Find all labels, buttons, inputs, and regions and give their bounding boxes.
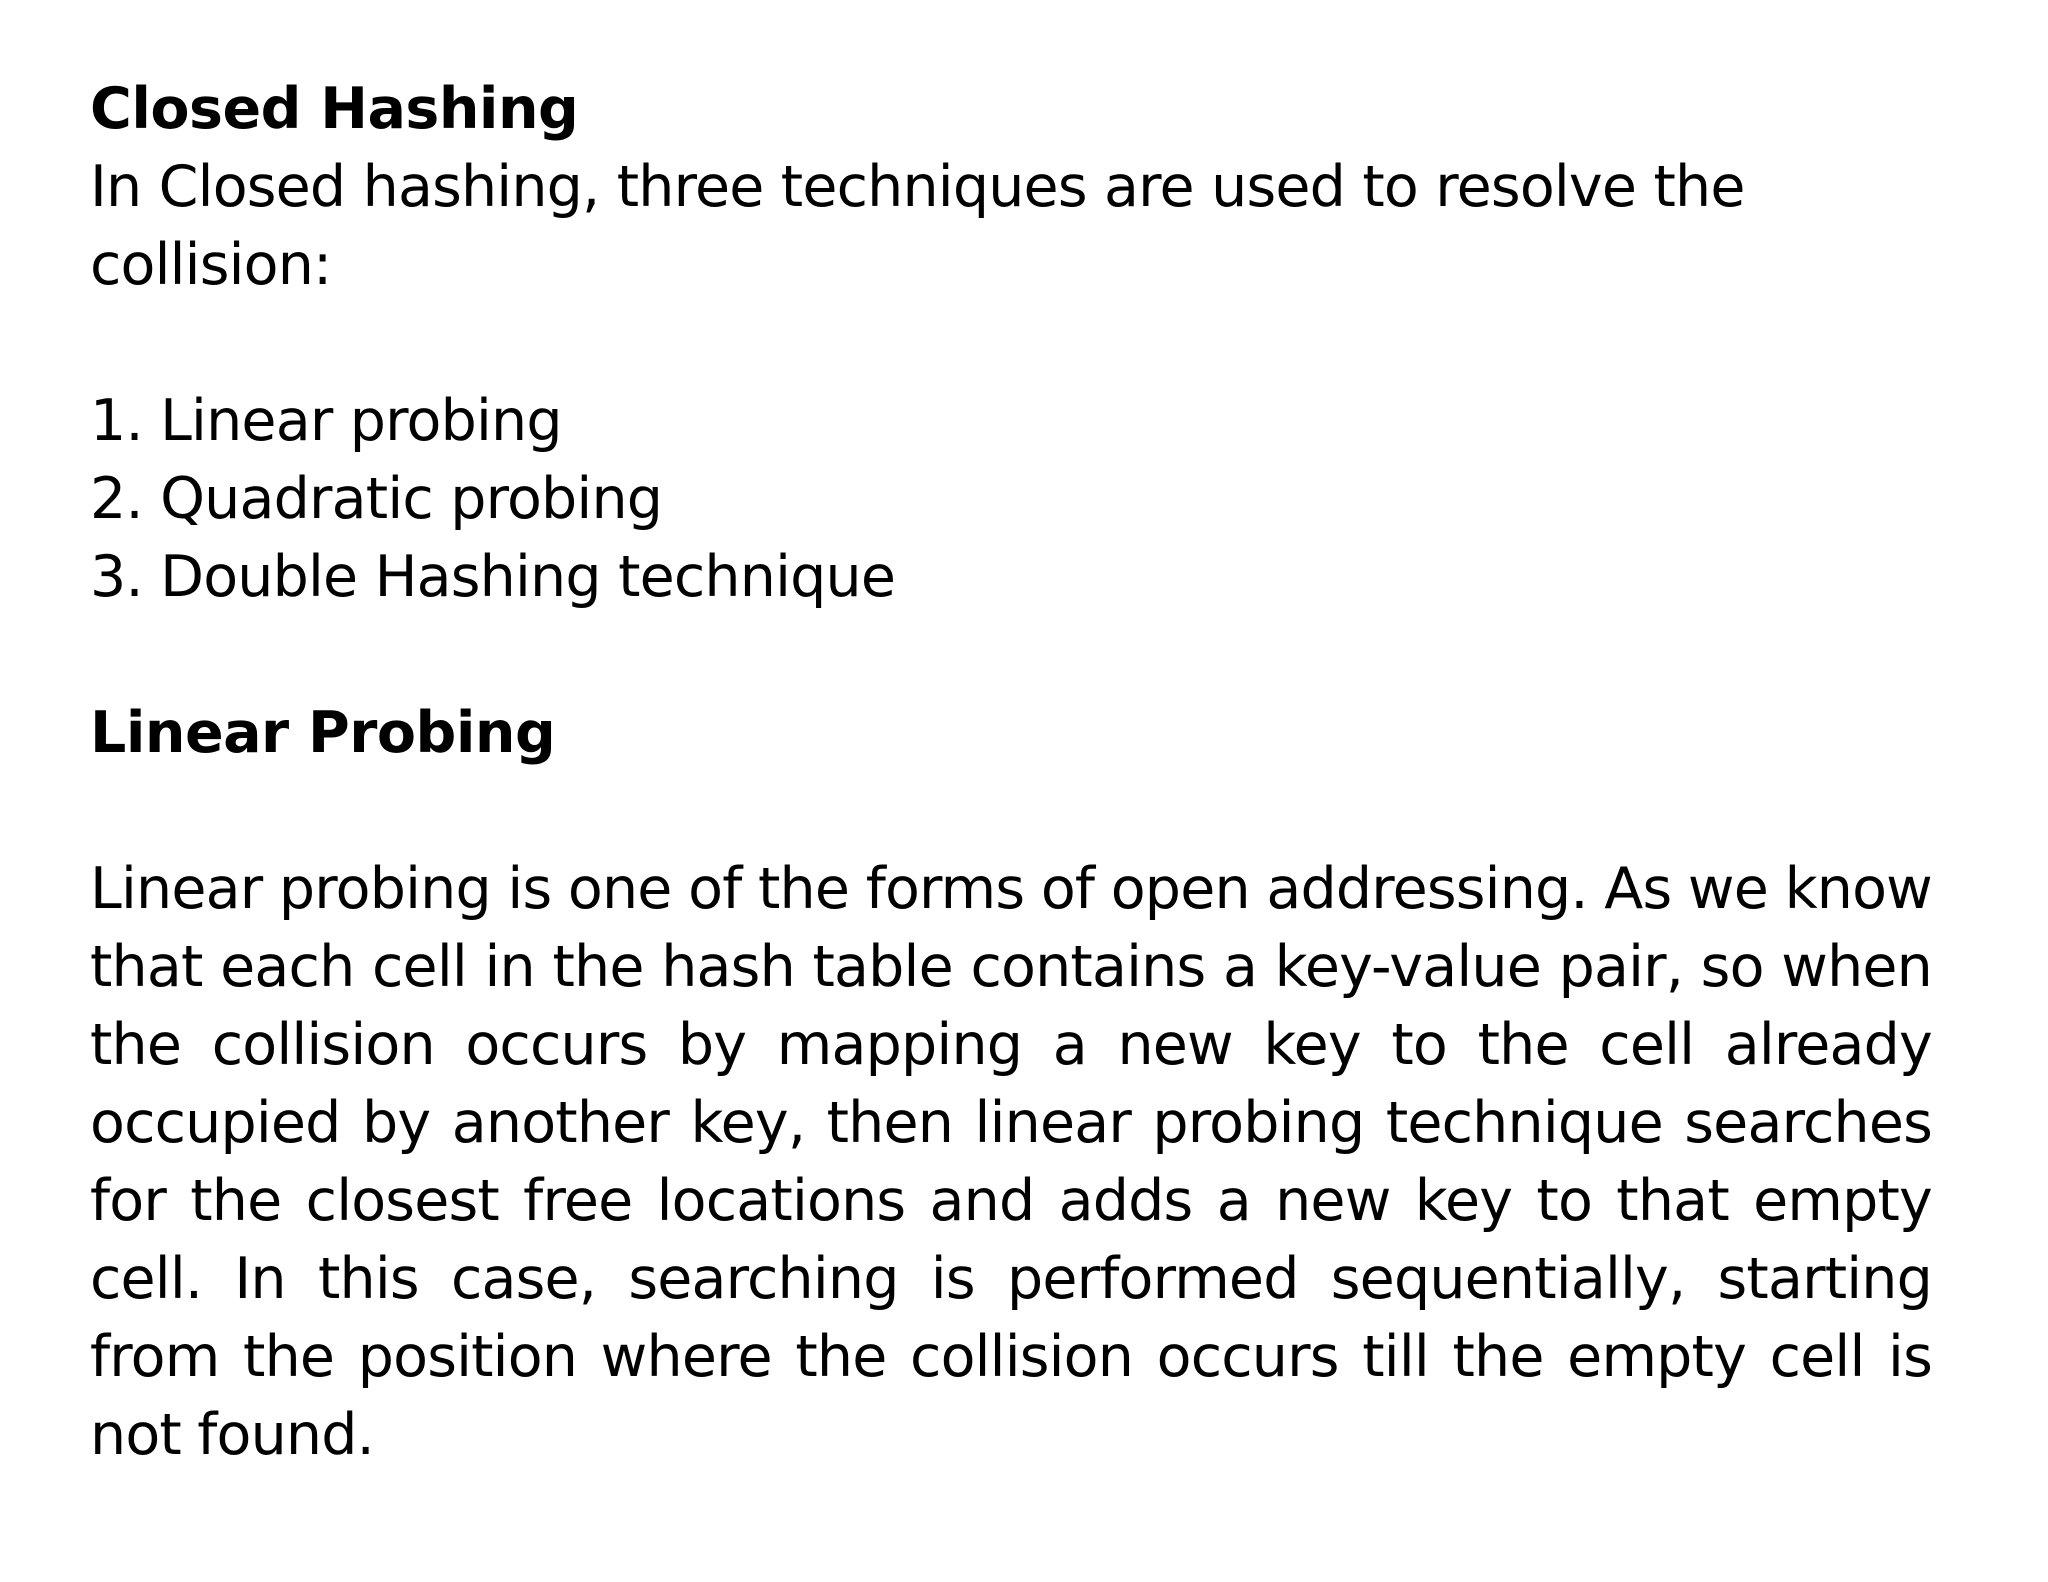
list-item-linear-probing: 1. Linear probing	[90, 388, 562, 454]
list-item-quadratic-probing: 2. Quadratic probing	[90, 466, 663, 532]
document-page	[90, 70, 1932, 1474]
collision-techniques-list	[90, 382, 1932, 616]
linear-probing-heading: Linear Probing	[90, 700, 556, 766]
linear-probing-paragraph: Linear probing is one of the forms of open addressing. As we know that each cell in the hash table contains a key-value pair, so when the collision occurs by mapping a new key to the cell already occupied by another key, then linear probing technique searches for the closest free locations and adds a new key to that empty cell. In this case, searching is performed sequentially, starting from the position where the collision occurs till the empty cell is not found.	[90, 856, 1932, 1468]
closed-hashing-heading: Closed Hashing	[90, 76, 579, 142]
list-item-double-hashing: 3. Double Hashing technique	[90, 544, 896, 610]
closed-hashing-intro: In Closed hashing, three techniques are used to resolve the collision:	[90, 154, 1745, 298]
